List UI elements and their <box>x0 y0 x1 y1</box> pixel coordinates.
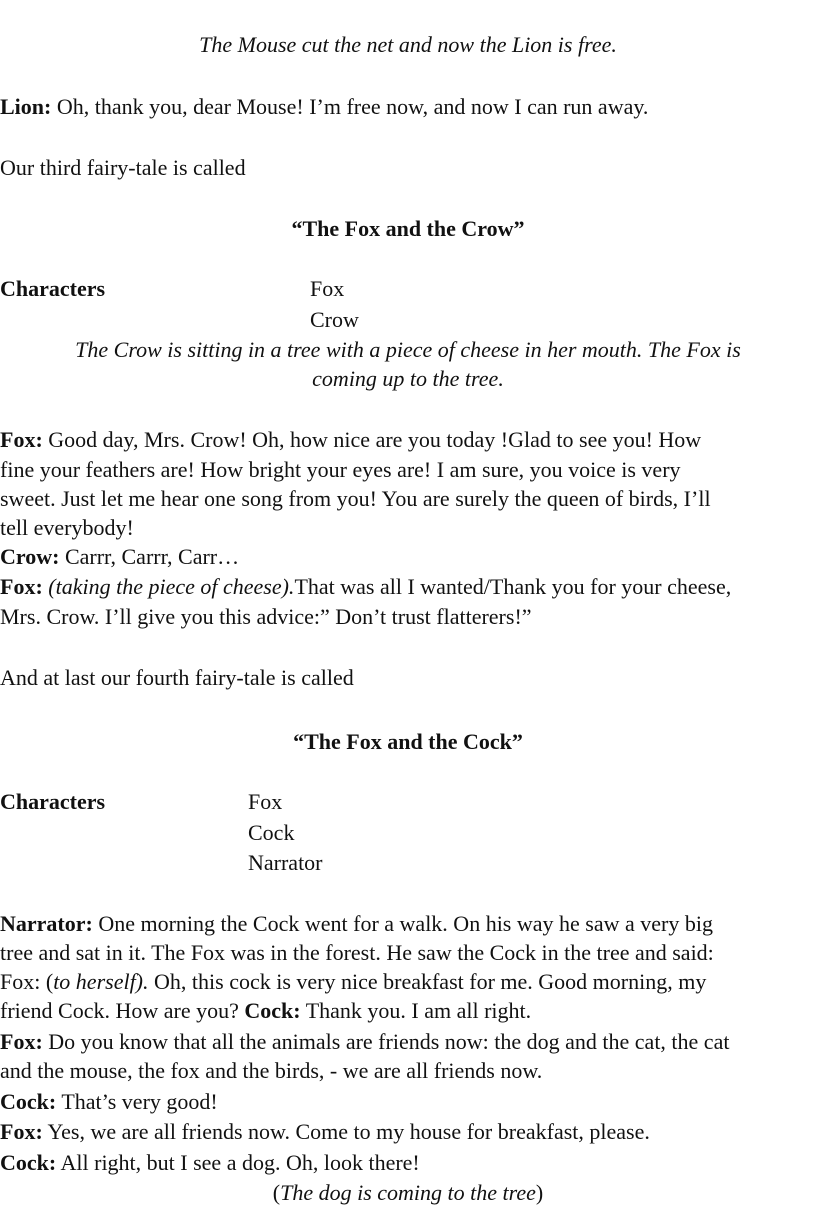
dialogue-line: Fox: Good day, Mrs. Crow! Oh, how nice are you today !Glad to see you! How <box>0 427 702 452</box>
dialogue-line: Fox: (to herself). Oh, this cock is very nice breakfast for me. Good morning, my <box>0 969 707 994</box>
dialogue-line: tree and sat in it. The Fox was in the forest. He saw the Cock in the tree and said: <box>0 940 714 965</box>
dialogue-text: Oh, thank you, dear Mouse! I’m free now, and now I can run away. <box>51 94 649 119</box>
characters-heading: Characters <box>0 276 106 301</box>
speaker-label: Cock: <box>244 998 301 1023</box>
stage-direction: The Crow is sitting in a tree with a piece of cheese in her mouth. The Fox is <box>75 337 741 362</box>
characters-heading: Characters <box>0 789 106 814</box>
tale-title: “The Fox and the Crow” <box>291 216 525 241</box>
dialogue-line: Crow: Carrr, Carrr, Carr… <box>0 544 240 569</box>
speaker-label: Cock: <box>0 1089 57 1114</box>
stage-direction: (The dog is coming to the tree) <box>272 1180 544 1205</box>
dialogue-line: and the mouse, the fox and the birds, - we are all friends now. <box>0 1058 543 1083</box>
character-name: Narrator <box>248 850 323 875</box>
speaker-label: Fox: <box>0 574 43 599</box>
stage-direction: coming up to the tree. <box>312 366 504 391</box>
narration-line: And at last our fourth fairy-tale is called <box>0 665 354 690</box>
dialogue-line: Fox: Do you know that all the animals are friends now: the dog and the cat, the cat <box>0 1029 730 1054</box>
character-name: Cock <box>248 820 295 845</box>
dialogue-line: Fox: Yes, we are all friends now. Come to my house for breakfast, please. <box>0 1119 650 1144</box>
dialogue-line: friend Cock. How are you? Cock: Thank you. I am all right. <box>0 998 532 1023</box>
stage-direction: The Mouse cut the net and now the Lion is free. <box>199 32 617 57</box>
speaker-label: Crow: <box>0 544 60 569</box>
stage-direction: (taking the piece of cheese). <box>48 574 295 599</box>
dialogue-line <box>0 92 648 122</box>
dialogue-line: Cock: That’s very good! <box>0 1089 218 1114</box>
tale-title: “The Fox and the Cock” <box>293 729 523 754</box>
dialogue-line: Mrs. Crow. I’ll give you this advice:” Don’t trust flatterers!” <box>0 604 532 629</box>
dialogue-line: Fox: (taking the piece of cheese).That was all I wanted/Thank you for your cheese, <box>0 574 732 599</box>
speaker-label: Fox: <box>0 1119 43 1144</box>
dialogue-line: sweet. Just let me hear one song from you! You are surely the queen of birds, I’ll <box>0 486 711 511</box>
dialogue-line: Cock: All right, but I see a dog. Oh, look there! <box>0 1150 420 1175</box>
character-name: Fox <box>248 789 283 814</box>
speaker-label: Narrator: <box>0 911 93 936</box>
character-name: Fox <box>310 276 345 301</box>
speaker-label: Cock: <box>0 1150 57 1175</box>
dialogue-line: fine your feathers are! How bright your eyes are! I am sure, you voice is very <box>0 457 681 482</box>
speaker-label: Fox: <box>0 1029 43 1054</box>
dialogue-line: Narrator: One morning the Cock went for a walk. On his way he saw a very big <box>0 911 713 936</box>
narration-line: Our third fairy-tale is called <box>0 155 246 180</box>
character-name: Crow <box>310 307 359 332</box>
dialogue-line: tell everybody! <box>0 515 134 540</box>
speaker-label: Lion: <box>0 94 52 119</box>
stage-direction: to herself). <box>53 969 149 994</box>
speaker-label: Fox: <box>0 427 43 452</box>
